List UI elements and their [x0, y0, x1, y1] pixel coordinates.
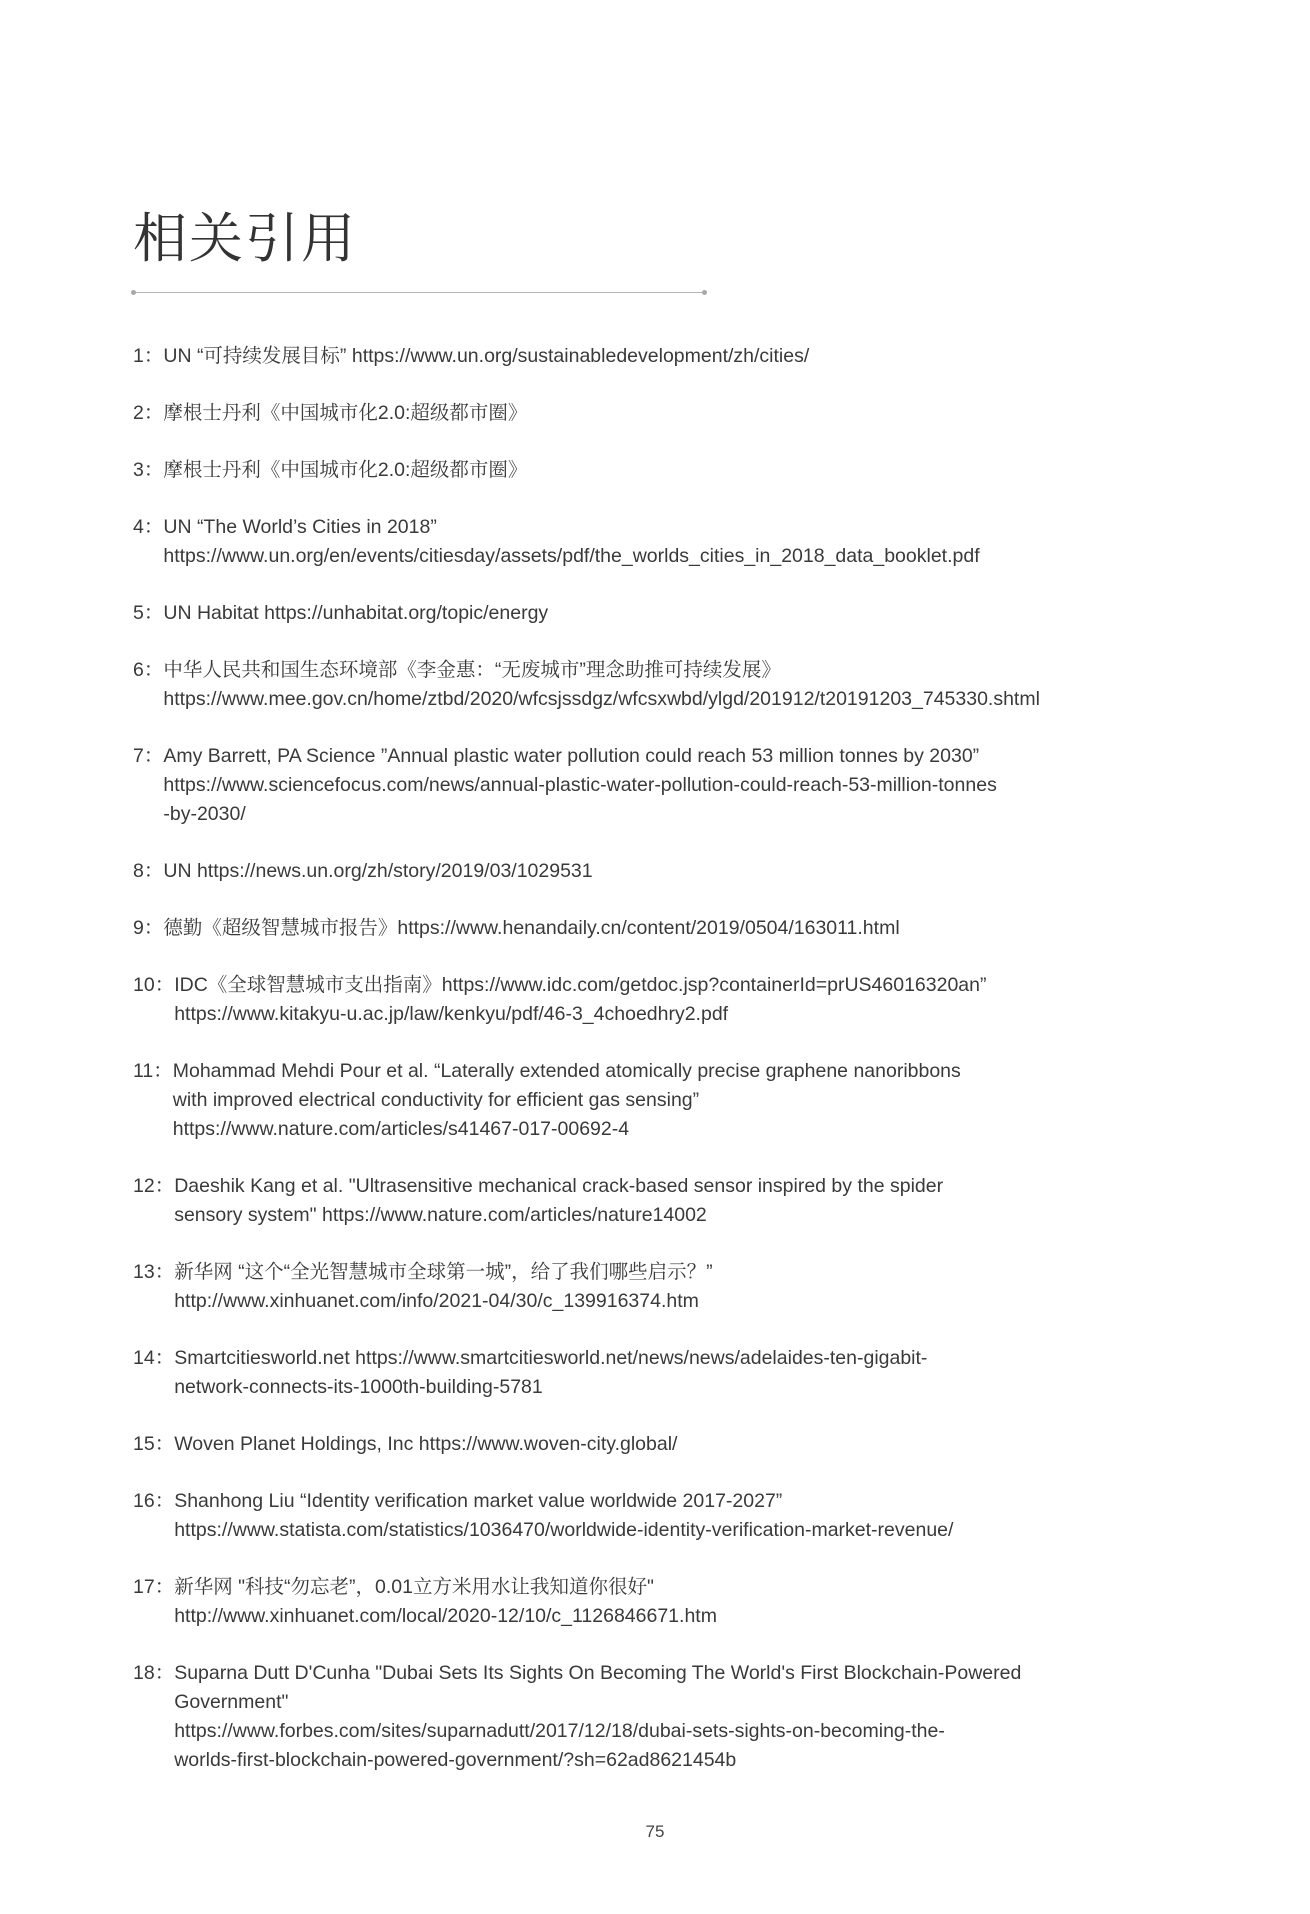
reference-line: https://www.un.org/en/events/citiesday/assets/pdf/the_worlds_cities_in_2018_data_booklet.pdf	[163, 545, 980, 567]
reference-line: UN Habitat https://unhabitat.org/topic/energy	[163, 602, 549, 624]
reference-number: 16：	[133, 1490, 175, 1512]
reference-item	[133, 1172, 1273, 1230]
reference-line: Mohammad Mehdi Pour et al. “Laterally extended atomically precise graphene nanoribbons	[172, 1060, 961, 1082]
reference-number: 11：	[133, 1060, 173, 1082]
reference-number: 2：	[133, 402, 164, 424]
reference-item	[133, 1258, 1273, 1316]
reference-line: Smartcitiesworld.net https://www.smartcitiesworld.net/news/news/adelaides-ten-gigabit-	[174, 1347, 928, 1369]
page-title: 相关引用	[133, 207, 357, 270]
reference-number: 9：	[133, 917, 164, 939]
reference-text	[174, 1258, 1273, 1316]
reference-line: with improved electrical conductivity for efficient gas sensing”	[172, 1089, 700, 1111]
reference-text	[163, 513, 1273, 571]
reference-line: IDC《全球智慧城市支出指南》https://www.idc.com/getdoc.jsp?containerId=prUS46016320an”	[174, 974, 987, 996]
title-divider	[133, 292, 705, 293]
reference-line: https://www.nature.com/articles/s41467-017-00692-4	[172, 1118, 630, 1140]
reference-text	[163, 742, 1273, 829]
reference-text	[173, 1057, 1273, 1144]
reference-line: UN https://news.un.org/zh/story/2019/03/1029531	[163, 860, 593, 882]
reference-line: 摩根士丹利《中国城市化2.0:超级都市圈》	[163, 459, 528, 481]
reference-item	[133, 971, 1273, 1029]
reference-number: 3：	[133, 459, 164, 481]
reference-line: Government"	[174, 1691, 289, 1713]
reference-text	[174, 1487, 1273, 1545]
reference-number: 7：	[133, 745, 164, 767]
reference-text	[163, 399, 1273, 428]
reference-text	[174, 1659, 1273, 1775]
reference-line: Woven Planet Holdings, Inc https://www.woven-city.global/	[174, 1433, 678, 1455]
reference-number: 6：	[133, 659, 164, 681]
reference-item	[133, 656, 1273, 714]
reference-item	[133, 1487, 1273, 1545]
reference-text	[163, 342, 1273, 371]
reference-text	[174, 1172, 1273, 1230]
reference-text	[163, 857, 1273, 886]
reference-line: UN “The World’s Cities in 2018”	[163, 516, 437, 538]
reference-item	[133, 456, 1273, 485]
reference-line: https://www.kitakyu-u.ac.jp/law/kenkyu/pdf/46-3_4choedhry2.pdf	[174, 1003, 729, 1025]
reference-number: 15：	[133, 1433, 175, 1455]
reference-item	[133, 1344, 1273, 1402]
reference-text	[163, 914, 1273, 943]
reference-item	[133, 342, 1273, 371]
reference-line: UN “可持续发展目标” https://www.un.org/sustainabledevelopment/zh/cities/	[163, 345, 810, 367]
reference-line: 新华网 “这个“全光智慧城市全球第一城”，给了我们哪些启示？”	[174, 1261, 713, 1283]
reference-number: 17：	[133, 1576, 175, 1598]
reference-line: worlds-first-blockchain-powered-government/?sh=62ad8621454b	[174, 1749, 737, 1771]
reference-number: 4：	[133, 516, 164, 538]
reference-line: Suparna Dutt D'Cunha "Dubai Sets Its Sights On Becoming The World's First Blockchain-Powered	[174, 1662, 1022, 1684]
reference-number: 12：	[133, 1175, 175, 1197]
reference-item	[133, 914, 1273, 943]
reference-line: https://www.sciencefocus.com/news/annual-plastic-water-pollution-could-reach-53-million-tonnes	[163, 774, 997, 796]
reference-item	[133, 399, 1273, 428]
reference-item	[133, 857, 1273, 886]
reference-line: 新华网 "科技“勿忘老”，0.01立方米用水让我知道你很好"	[174, 1576, 654, 1598]
reference-line: sensory system" https://www.nature.com/articles/nature14002	[174, 1204, 707, 1226]
reference-line: http://www.xinhuanet.com/info/2021-04/30/c_139916374.htm	[174, 1290, 699, 1312]
reference-line: 中华人民共和国生态环境部《李金惠：“无废城市”理念助推可持续发展》	[163, 659, 781, 681]
reference-item	[133, 1573, 1273, 1631]
reference-line: network-connects-its-1000th-building-5781	[174, 1376, 543, 1398]
reference-line: Daeshik Kang et al. "Ultrasensitive mechanical crack-based sensor inspired by the spider	[174, 1175, 944, 1197]
reference-text	[174, 1344, 1273, 1402]
reference-line: Amy Barrett, PA Science ”Annual plastic water pollution could reach 53 million tonnes by 2030”	[163, 745, 980, 767]
reference-list	[133, 342, 1273, 1803]
reference-number: 13：	[133, 1261, 175, 1283]
reference-number: 14：	[133, 1347, 175, 1369]
reference-item	[133, 513, 1273, 571]
page-number: 75	[645, 1822, 665, 1841]
reference-line: https://www.statista.com/statistics/1036470/worldwide-identity-verification-market-revenue/	[174, 1519, 954, 1541]
reference-number: 18：	[133, 1662, 175, 1684]
reference-item	[133, 1057, 1273, 1144]
reference-line: https://www.mee.gov.cn/home/ztbd/2020/wfcsjssdgz/wfcsxwbd/ylgd/201912/t20191203_745330.shtml	[163, 688, 1040, 710]
reference-line: Shanhong Liu “Identity verification market value worldwide 2017-2027”	[174, 1490, 783, 1512]
reference-item	[133, 1659, 1273, 1775]
reference-text	[163, 656, 1273, 714]
reference-line: -by-2030/	[163, 803, 246, 825]
reference-text	[174, 1573, 1273, 1631]
reference-text	[163, 456, 1273, 485]
reference-text	[174, 1430, 1273, 1459]
reference-item	[133, 742, 1273, 829]
reference-number: 5：	[133, 602, 164, 624]
reference-item	[133, 599, 1273, 628]
reference-number: 1：	[133, 345, 164, 367]
reference-line: 摩根士丹利《中国城市化2.0:超级都市圈》	[163, 402, 528, 424]
reference-text	[163, 599, 1273, 628]
reference-number: 8：	[133, 860, 164, 882]
reference-line: https://www.forbes.com/sites/suparnadutt/2017/12/18/dubai-sets-sights-on-becoming-the-	[174, 1720, 945, 1742]
reference-line: 德勤《超级智慧城市报告》https://www.henandaily.cn/content/2019/0504/163011.html	[163, 917, 900, 939]
reference-item	[133, 1430, 1273, 1459]
reference-text	[174, 971, 1273, 1029]
reference-number: 10：	[133, 974, 175, 996]
reference-line: http://www.xinhuanet.com/local/2020-12/10/c_1126846671.htm	[174, 1605, 717, 1627]
